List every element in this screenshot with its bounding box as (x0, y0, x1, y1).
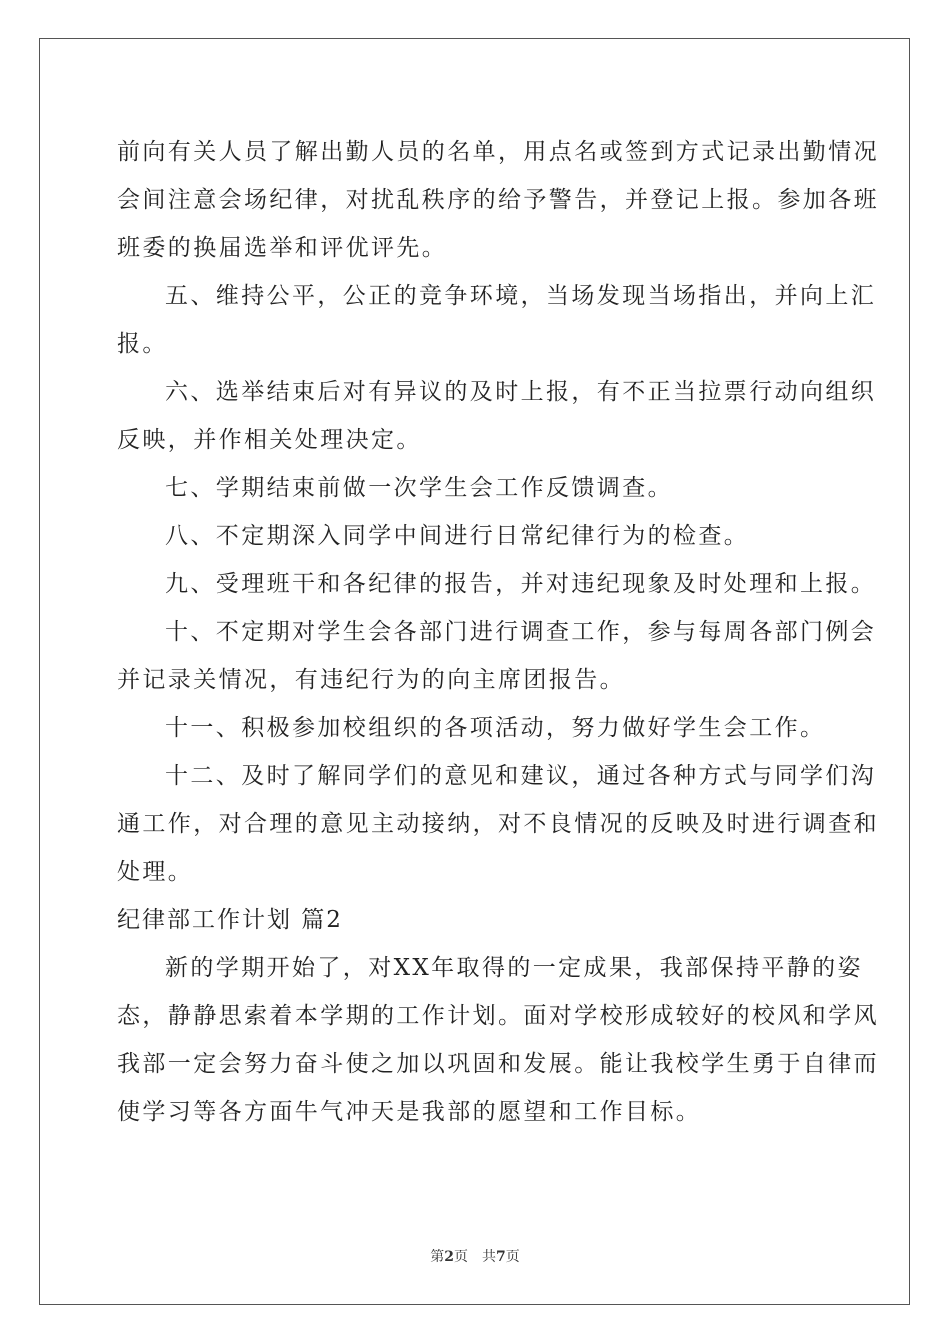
paragraph-intro: 新的学期开始了，对XX年取得的一定成果，我部保持平静的姿 (165, 955, 863, 981)
body-line: 态，静静思索着本学期的工作计划。面对学校形成较好的校风和学风 (117, 1003, 879, 1029)
body-line: 处理。 (117, 859, 194, 885)
body-line: 会间注意会场纪律，对扰乱秩序的给予警告，并登记上报。参加各班 (117, 187, 879, 213)
body-line: 通工作，对合理的意见主动接纳，对不良情况的反映及时进行调查和 (117, 811, 879, 837)
paragraph-item-5: 五、维持公平，公正的竞争环境，当场发现当场指出，并向上汇 (165, 283, 877, 309)
section-heading: 纪律部工作计划 篇2 (117, 907, 343, 933)
page-footer (0, 1246, 950, 1266)
paragraph-item-8: 八、不定期深入同学中间进行日常纪律行为的检查。 (165, 523, 750, 549)
page-current: 2 (444, 1249, 454, 1265)
body-line: 我部一定会努力奋斗使之加以巩固和发展。能让我校学生勇于自律而 (117, 1051, 879, 1077)
paragraph-item-6: 六、选举结束后对有异议的及时上报，有不正当拉票行动向组织 (165, 379, 877, 405)
body-line: 反映，并作相关处理决定。 (117, 427, 422, 453)
page-total: 7 (496, 1249, 506, 1265)
paragraph-item-12: 十二、及时了解同学们的意见和建议，通过各种方式与同学们沟 (165, 763, 877, 789)
paragraph-item-9: 九、受理班干和各纪律的报告，并对违纪现象及时处理和上报。 (165, 571, 877, 597)
body-line: 并记录关情况，有违纪行为的向主席团报告。 (117, 667, 625, 693)
body-line: 使学习等各方面牛气冲天是我部的愿望和工作目标。 (117, 1099, 702, 1125)
page-prefix: 第 (430, 1249, 445, 1265)
paragraph-item-10: 十、不定期对学生会各部门进行调查工作，参与每周各部门例会 (165, 619, 877, 645)
page-suffix: 页 (505, 1249, 520, 1265)
body-line: 前向有关人员了解出勤人员的名单，用点名或签到方式记录出勤情况 (117, 139, 879, 165)
document-body (117, 128, 879, 1136)
paragraph-item-11: 十一、积极参加校组织的各项活动，努力做好学生会工作。 (165, 715, 826, 741)
paragraph-item-7: 七、学期结束前做一次学生会工作反馈调查。 (165, 475, 673, 501)
body-line: 报。 (117, 331, 168, 357)
page-mid: 页 共 (454, 1249, 496, 1265)
body-line: 班委的换届选举和评优评先。 (117, 235, 448, 261)
